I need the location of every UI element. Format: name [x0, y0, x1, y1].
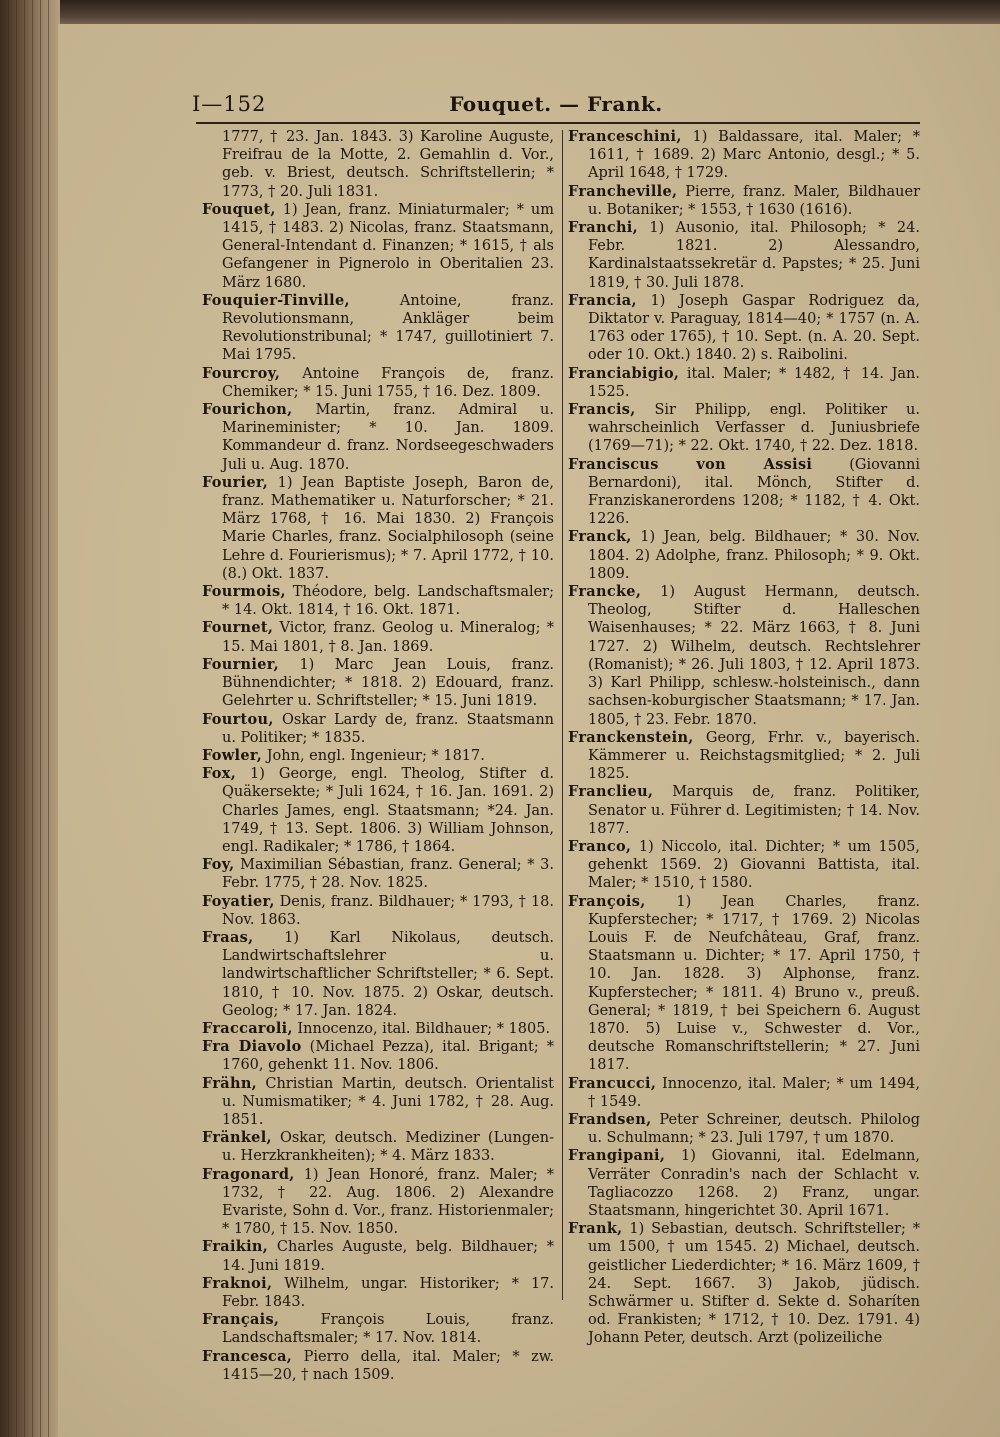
entry-text: Oskar, deutsch. Mediziner (Lungen- u. Herzkrankheiten); * 4. März 1833. [222, 1130, 554, 1165]
entry-headword: Fraikin, [202, 1238, 269, 1256]
entry-headword: François, [568, 892, 646, 910]
entry-headword: Franciabigio, [568, 364, 680, 382]
entry-text: Christian Martin, deutsch. Orientalist u. Numismatiker; * 4. Juni 1782, † 28. Aug. 1851. [222, 1075, 555, 1128]
dictionary-entry [568, 401, 920, 456]
entry-text: 1) Marc Jean Louis, franz. Bühnendichter; * 1818. 2) Edouard, franz. Gelehrter u. Schriftsteller; * 15. Juni 1819. [222, 656, 555, 710]
entry-headword: Francesca, [202, 1347, 293, 1365]
entry-headword: Francucci, [568, 1074, 657, 1092]
entry-text: Oskar Lardy de, franz. Staatsmann u. Politiker; * 1835. [222, 711, 555, 746]
entry-text: Peter Schreiner, deutsch. Philolog u. Schulmann; * 23. Juli 1797, † um 1870. [588, 1111, 920, 1147]
dictionary-entry [568, 219, 920, 292]
entry-text: ital. Maler; * 1482, † 14. Jan. 1525. [588, 365, 920, 400]
entry-headword: Foyatier, [202, 892, 275, 910]
dictionary-entry [202, 401, 554, 474]
entry-text: 1) Ausonio, ital. Philosoph; * 24. Febr. 1821. 2) Alessandro, Kardinalstaatssekretär d. Papstes; * 25. Juni 1819, † 30. Juli 1878. [588, 220, 920, 291]
entry-text: 1777, † 23. Jan. 1843. 3) Karoline Auguste, Freifrau de la Motte, 2. Gemahlin d. Vor., geb. v. Briest, deutsch. Schriftstellerin; * 1773, † 20. Juli 1831. [222, 129, 554, 200]
entry-headword: Fouquet, [202, 200, 276, 218]
dictionary-entry [568, 292, 920, 365]
dictionary-entry [202, 292, 554, 365]
dictionary-entry [202, 365, 554, 401]
entry-text: Victor, franz. Geolog u. Mineralog; * 15. Mai 1801, † 8. Jan. 1869. [222, 620, 555, 655]
entry-headword: Franciscus von Assisi [568, 455, 813, 473]
dictionary-entry [202, 1238, 554, 1274]
entry-text: Innocenzo, ital. Bildhauer; * 1805. [297, 1020, 551, 1037]
entry-headword: Fourichon, [202, 401, 293, 419]
header-rule [196, 122, 920, 124]
entry-headword: Fourcroy, [202, 364, 281, 382]
dictionary-entry [202, 619, 554, 655]
entry-headword: Frähn, [202, 1074, 258, 1092]
dictionary-entry [568, 128, 920, 183]
dictionary-entry [568, 183, 920, 219]
entry-headword: Franck, [568, 528, 632, 546]
dictionary-entry [568, 365, 920, 401]
dictionary-entry [568, 583, 920, 729]
dictionary-entry [202, 128, 554, 201]
dictionary-entry [202, 1348, 554, 1384]
dictionary-entry [202, 765, 554, 856]
entry-headword: Fox, [202, 765, 237, 783]
dictionary-entry [568, 1220, 920, 1347]
dictionary-entry [202, 1020, 554, 1038]
dictionary-entry [568, 729, 920, 784]
entry-text: Marquis de, franz. Politiker, Senator u. Führer d. Legitimisten; † 14. Nov. 1877. [588, 784, 921, 837]
book-spine-edge [0, 0, 60, 1437]
dictionary-entry [202, 583, 554, 619]
entry-text: Charles Auguste, belg. Bildhauer; * 14. Juni 1819. [222, 1239, 554, 1274]
entry-headword: Francke, [568, 583, 642, 601]
entry-headword: Fourier, [202, 473, 269, 491]
dictionary-entry [568, 456, 920, 529]
dictionary-entry [568, 783, 920, 838]
entry-headword: Franco, [568, 837, 632, 855]
entry-text: 1) Sebastian, deutsch. Schriftsteller; * um 1500, † um 1545. 2) Michael, deutsch. geistlicher Liederdichter; * 16. März 1609, † 24. Sept. 1667. 3) Jakob, jüdisch. Schwärmer u. Stifter d. Sekte d. Soharíten od. Frankisten; * 1712, † 10. Dez. 1791. 4) Johann Peter, deutsch. Arzt (polizeiliche [588, 1221, 920, 1347]
dictionary-entry [568, 528, 920, 583]
entry-text: 1) Karl Nikolaus, deutsch. Landwirtschaftslehrer u. landwirtschaftlicher Schriftsteller; * 6. Sept. 1810, † 10. Nov. 1875. 2) Oskar, deutsch. Geolog; * 17. Jan. 1824. [222, 929, 555, 1019]
entry-text: 1) Jean, belg. Bildhauer; * 30. Nov. 1804. 2) Adolphe, franz. Philosoph; * 9. Okt. 1809. [588, 529, 921, 582]
entry-text: 1) Giovanni, ital. Edelmann, Verräter Conradin's nach der Schlacht v. Tagliacozzo 1268. 2) Franz, ungar. Staatsmann, hingerichtet 30. April 1671. [588, 1148, 921, 1219]
entry-headword: Franclieu, [568, 783, 654, 801]
dictionary-entry [568, 1147, 920, 1220]
dictionary-entry [568, 838, 920, 893]
entry-text: 1) Jean, franz. Miniaturmaler; * um 1415, † 1483. 2) Nicolas, franz. Staatsmann, General-Intendant d. Finanzen; * 1615, † als Gefangener in Pignerolo in Oberitalien 23. März 1680. [222, 201, 555, 291]
entry-text: Antoine, franz. Revolutionsmann, Ankläger beim Revolutionstribunal; * 1747, guillotiniert 7. Mai 1795. [222, 292, 554, 364]
entry-text: Innocenzo, ital. Maler; * um 1494, † 1549. [588, 1075, 921, 1110]
entry-text: 1) August Hermann, deutsch. Theolog, Stifter d. Halleschen Waisenhauses; * 22. März 1663, † 8. Juni 1727. 2) Wilhelm, deutsch. Rechtslehrer (Romanist); * 26. Juli 1803, † 12. April 1873. 3) Karl Philipp, schlesw.-holsteinisch., dann sachsen-koburgischer Staatsmann; * 17. Jan. 1805, † 23. Febr. 1870. [588, 584, 920, 728]
page-number: I—152 [192, 92, 267, 116]
left-column [202, 128, 554, 1384]
entry-headword: Franckenstein, [568, 728, 694, 746]
entry-headword: Fragonard, [202, 1165, 295, 1183]
entry-text: John, engl. Ingenieur; * 1817. [266, 747, 485, 764]
dictionary-entry [202, 1129, 554, 1165]
dictionary-entry [202, 856, 554, 892]
entry-text: (Giovanni Bernardoni), ital. Mönch, Stifter d. Franziskanerordens 1208; * 1182, † 4. Okt. 1226. [588, 456, 920, 528]
dictionary-entry [202, 711, 554, 747]
entry-headword: Fouquier-Tinville, [202, 291, 350, 309]
entry-headword: Fourmois, [202, 583, 286, 601]
dictionary-entry [202, 474, 554, 583]
right-column [568, 128, 920, 1348]
dictionary-entry [202, 1038, 554, 1074]
entry-headword: Fra Diavolo [202, 1038, 302, 1056]
dictionary-entry [202, 1075, 554, 1130]
dictionary-entry [202, 656, 554, 711]
entry-headword: Fraccaroli, [202, 1019, 293, 1037]
entry-text: Martin, franz. Admiral u. Marineminister; * 10. Jan. 1809. Kommandeur d. franz. Nordseegeschwaders Juli u. Aug. 1870. [222, 402, 555, 473]
dictionary-entry [202, 893, 554, 929]
entry-headword: Fournet, [202, 619, 274, 637]
dictionary-entry [202, 1166, 554, 1239]
entry-text: 1) Joseph Gaspar Rodriguez da, Diktator v. Paraguay, 1814—40; * 1757 (n. A. 1763 oder 1765), † 10. Sept. (n. A. 20. Sept. oder 10. Okt.) 1840. 2) s. Raibolini. [588, 292, 921, 364]
entry-headword: Fränkel, [202, 1129, 272, 1147]
entry-headword: Frank, [568, 1220, 623, 1238]
entry-headword: Foy, [202, 856, 235, 874]
entry-headword: Fraas, [202, 928, 254, 946]
entry-headword: Francheville, [568, 182, 678, 200]
entry-text: Denis, franz. Bildhauer; * 1793, † 18. Nov. 1863. [222, 893, 555, 928]
running-head: Fouquet. — Frank. [449, 92, 663, 116]
entry-headword: Frangipani, [568, 1147, 666, 1165]
page-header [192, 92, 920, 122]
entry-text: Antoine François de, franz. Chemiker; * 15. Juni 1755, † 16. Dez. 1809. [222, 365, 554, 400]
entry-text: 1) George, engl. Theolog, Stifter d. Quäkersekte; * Juli 1624, † 16. Jan. 1691. 2) Charles James, engl. Staatsmann; *24. Jan. 1749, † 13. Sept. 1806. 3) William Johnson, engl. Radikaler; * 1786, † 1864. [222, 766, 554, 855]
entry-headword: Francia, [568, 291, 637, 309]
dictionary-entry [202, 747, 554, 765]
dictionary-entry [202, 201, 554, 292]
entry-text: 1) Jean Charles, franz. Kupferstecher; * 1717, † 1769. 2) Nicolas Louis F. de Neufchâteau, Graf, franz. Staatsmann u. Dichter; * 17. April 1750, † 10. Jan. 1828. 3) Alphonse, franz. Kupferstecher; * 1811. 4) Bruno v., preuß. General; * 1819, † bei Speichern 6. August 1870. 5) Luise v., Schwester d. Vor., deutsche Romanschriftstellerin; * 27. Juni 1817. [588, 893, 920, 1074]
entry-headword: Franchi, [568, 219, 638, 237]
dictionary-entry [568, 893, 920, 1075]
entry-text: Pierre, franz. Maler, Bildhauer u. Botaniker; * 1553, † 1630 (1616). [588, 183, 921, 218]
entry-text: 1) Jean Baptiste Joseph, Baron de, franz. Mathematiker u. Naturforscher; * 21. März 1768, † 16. Mai 1830. 2) François Marie Charles, franz. Socialphilosoph (seine Lehre d. Fourierismus); * 7. April 1772, † 10. (8.) Okt. 1837. [222, 474, 554, 582]
entry-text: Théodore, belg. Landschaftsmaler; * 14. Okt. 1814, † 16. Okt. 1871. [222, 584, 554, 619]
dictionary-entry [202, 929, 554, 1020]
entry-headword: Franceschini, [568, 128, 682, 145]
dictionary-entry [568, 1075, 920, 1111]
entry-text: Wilhelm, ungar. Historiker; * 17. Febr. 1843. [222, 1275, 555, 1310]
dictionary-entry [568, 1111, 920, 1147]
entry-headword: Fourtou, [202, 710, 274, 728]
entry-headword: Fowler, [202, 746, 263, 764]
entry-text: 1) Niccolo, ital. Dichter; * um 1505, gehenkt 1569. 2) Giovanni Battista, ital. Maler; * 1510, † 1580. [588, 838, 921, 892]
entry-text: Sir Philipp, engl. Politiker u. wahrscheinlich Verfasser d. Juniusbriefe (1769—71); * 22. Okt. 1740, † 22. Dez. 1818. [588, 402, 921, 455]
entry-headword: Français, [202, 1311, 280, 1329]
dictionary-entry [202, 1275, 554, 1311]
entry-text: Georg, Frhr. v., bayerisch. Kämmerer u. Reichstagsmitglied; * 2. Juli 1825. [588, 729, 920, 783]
entry-text: (Michael Pezza), ital. Brigant; * 1760, gehenkt 11. Nov. 1806. [222, 1039, 554, 1074]
entry-text: 1) Baldassare, ital. Maler; * 1611, † 1689. 2) Marc Antonio, desgl.; * 5. April 1648, † 1729. [588, 129, 920, 182]
entry-headword: Francis, [568, 401, 636, 419]
entry-headword: Frandsen, [568, 1110, 652, 1128]
entry-headword: Fournier, [202, 655, 279, 673]
entry-text: Pierro della, ital. Maler; * zw. 1415—20, † nach 1509. [222, 1348, 555, 1383]
dictionary-entry [202, 1311, 554, 1347]
entry-text: François Louis, franz. Landschaftsmaler; * 17. Nov. 1814. [222, 1312, 555, 1347]
entry-text: Maximilian Sébastian, franz. General; * 3. Febr. 1775, † 28. Nov. 1825. [222, 857, 554, 892]
column-separator [562, 130, 563, 1300]
entry-headword: Fraknoi, [202, 1274, 273, 1292]
entry-text: 1) Jean Honoré, franz. Maler; * 1732, † 22. Aug. 1806. 2) Alexandre Evariste, Sohn d. Vor., franz. Historienmaler; * 1780, † 15. Nov. 1850. [222, 1166, 555, 1238]
